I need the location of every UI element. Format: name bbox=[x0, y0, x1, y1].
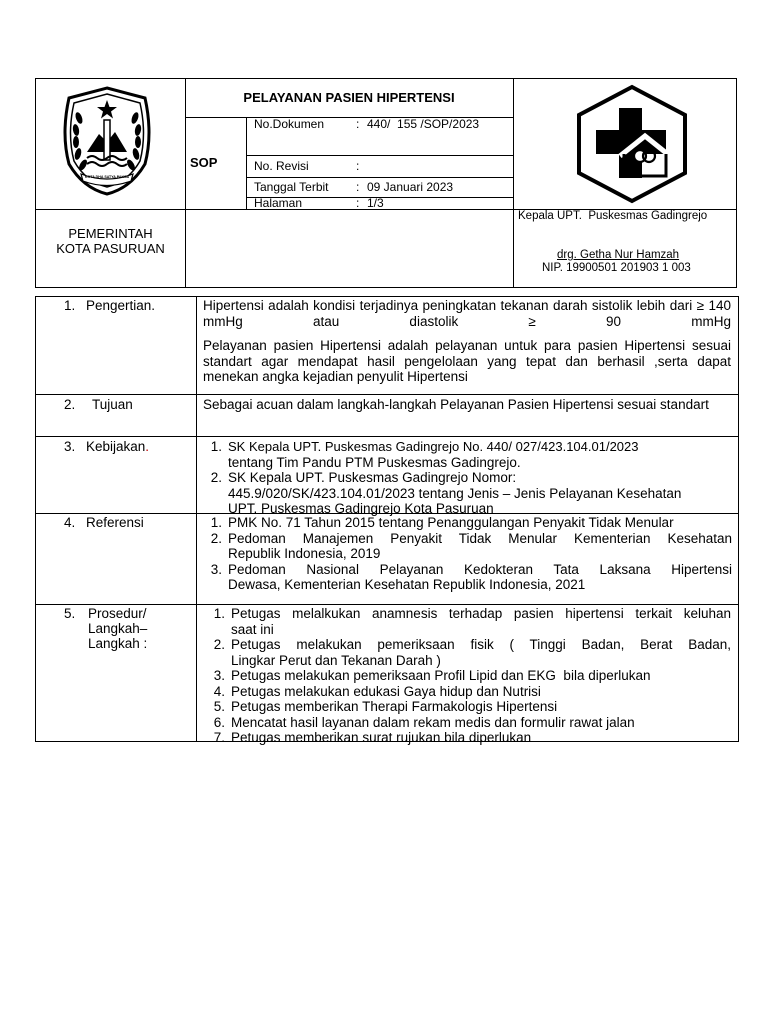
list-item-line: Pedoman Nasional Pelayanan Kedokteran Tata Laksana Hipertensi bbox=[228, 561, 732, 577]
section-3-label-dot: . bbox=[145, 439, 150, 454]
section-5-number: 5. bbox=[64, 606, 76, 621]
sop-label: SOP bbox=[190, 155, 218, 170]
list-item bbox=[200, 531, 732, 562]
list-item bbox=[203, 730, 731, 746]
city-seal-logo bbox=[55, 84, 159, 198]
list-item-number: 3. bbox=[213, 668, 225, 683]
list-item-number: 2. bbox=[213, 637, 225, 652]
kebijakan-list bbox=[200, 439, 732, 517]
list-item bbox=[203, 637, 731, 668]
field-tanggal-terbit-sep: : bbox=[356, 180, 360, 194]
government-line-2: KOTA PASURUAN bbox=[56, 241, 165, 256]
list-item-number: 6. bbox=[213, 714, 225, 730]
section-5-label-line-2: Langkah– bbox=[88, 621, 148, 636]
list-item-line: SK Kepala UPT. Puskesmas Gadingrejo No. 440/ 027/423.104.01/2023 bbox=[228, 439, 639, 454]
field-halaman-value: 1/3 bbox=[367, 196, 384, 210]
list-item bbox=[203, 699, 731, 715]
field-no-revisi-sep: : bbox=[356, 159, 360, 173]
signatory-name: drg. Getha Nur Hamzah bbox=[557, 249, 680, 261]
list-item bbox=[200, 439, 732, 470]
list-item-line: Pedoman Manajemen Penyakit Tidak Menular Kementerian Kesehatan bbox=[228, 530, 732, 546]
government-line-1: PEMERINTAH bbox=[68, 226, 153, 241]
field-halaman-sep: : bbox=[356, 196, 360, 210]
list-item bbox=[203, 715, 731, 731]
section-4-number: 4. bbox=[64, 515, 76, 530]
list-item-line: Petugas melakukan edukasi Gaya hidup dan Nutrisi bbox=[231, 683, 541, 699]
list-item-number: 5. bbox=[213, 699, 225, 714]
list-item-number: 2. bbox=[210, 470, 222, 485]
field-no-dokumen-label: No.Dokumen bbox=[254, 117, 325, 131]
referensi-list bbox=[200, 515, 732, 593]
section-3-number: 3. bbox=[64, 439, 76, 454]
list-item bbox=[203, 668, 731, 684]
list-item bbox=[203, 606, 731, 637]
section-4-label: Referensi bbox=[86, 515, 144, 530]
tujuan-text: Sebagai acuan dalam langkah-langkah Pelayanan Pasien Hipertensi sesuai standart bbox=[203, 397, 709, 412]
list-item-number: 2. bbox=[210, 530, 222, 546]
field-no-revisi-label: No. Revisi bbox=[254, 159, 309, 173]
signatory-title: Kepala UPT. Puskesmas Gadingrejo bbox=[518, 210, 708, 222]
puskesmas-logo bbox=[574, 84, 690, 204]
list-item-line: Dewasa, Kementerian Kesehatan Republik Indonesia, 2021 bbox=[228, 577, 586, 592]
section-1-number: 1. bbox=[64, 298, 76, 313]
list-item-number: 7. bbox=[213, 730, 225, 745]
list-item bbox=[200, 515, 732, 531]
list-item-line: Republik Indonesia, 2019 bbox=[228, 546, 381, 561]
list-item-line: Lingkar Perut dan Tekanan Darah ) bbox=[231, 652, 441, 668]
list-item-line: Petugas melakukan pemeriksaan Profil Lipid dan EKG bila diperlukan bbox=[231, 668, 651, 683]
list-item-line: tentang Tim Pandu PTM Puskesmas Gadingrejo. bbox=[228, 454, 521, 470]
field-no-dokumen-sep: : bbox=[356, 117, 360, 131]
list-item bbox=[200, 470, 732, 517]
field-tanggal-terbit-value: 09 Januari 2023 bbox=[367, 180, 454, 194]
list-item-line: PMK No. 71 Tahun 2015 tentang Penanggulangan Penyakit Tidak Menular bbox=[228, 515, 674, 530]
list-item-number: 1. bbox=[210, 515, 222, 530]
list-item-line: Petugas memberikan Therapi Farmakologis Hipertensi bbox=[231, 699, 558, 714]
list-item-number: 1. bbox=[213, 606, 225, 621]
section-3-label bbox=[86, 439, 149, 455]
section-1-label: Pengertian. bbox=[86, 298, 156, 313]
list-item-number: 3. bbox=[210, 561, 222, 577]
list-item bbox=[203, 684, 731, 700]
list-item-line: Mencatat hasil layanan dalam rekam medis dan formulir rawat jalan bbox=[231, 714, 635, 730]
list-item-line: Petugas melakukan pemeriksaan fisik ( Tinggi Badan, Berat Badan, bbox=[231, 637, 731, 652]
field-tanggal-terbit-label: Tanggal Terbit bbox=[254, 180, 329, 194]
seal-motto: KOTA DHA SATYA PAKSA bbox=[84, 175, 130, 179]
list-item-number: 4. bbox=[213, 683, 225, 699]
list-item-line: 445.9/020/SK/423.104.01/2023 tentang Jenis – Jenis Pelayanan Kesehatan bbox=[228, 485, 682, 501]
page-title: PELAYANAN PASIEN HIPERTENSI bbox=[243, 90, 455, 105]
field-no-dokumen-value: 440/ 155 /SOP/2023 bbox=[367, 117, 480, 131]
section-2-label: Tujuan bbox=[92, 397, 133, 412]
list-item-number: 1. bbox=[210, 439, 222, 454]
section-2-number: 2. bbox=[64, 397, 76, 412]
list-item-line: Petugas melalkukan anamnesis terhadap pasien hipertensi terkait keluhan bbox=[231, 606, 731, 621]
section-5-label-line-3: Langkah : bbox=[88, 636, 148, 651]
pengertian-paragraph-2: Pelayanan pasien Hipertensi adalah pelayanan untuk para pasien Hipertensi sesuai standart agar mendapat hasil pengelolaan yang tepat dan berhasil ,serta dapat menekan angka kejadian penyulit Hipertensi bbox=[203, 338, 731, 384]
section-5-label-line-1: Prosedur/ bbox=[88, 606, 147, 621]
list-item bbox=[200, 562, 732, 593]
list-item-line: SK Kepala UPT. Puskesmas Gadingrejo Nomor: bbox=[228, 470, 517, 485]
signatory-nip: NIP. 19900501 201903 1 003 bbox=[542, 262, 691, 274]
section-3-label-text: Kebijakan bbox=[86, 439, 146, 454]
pengertian-paragraph-1: Hipertensi adalah kondisi terjadinya peningkatan tekanan darah sistolik lebih dari ≥ 140 mmHg atau diastolik ≥ 90 mmHg bbox=[203, 298, 731, 329]
list-item-line: saat ini bbox=[231, 621, 274, 637]
list-item-line: UPT. Puskesmas Gadingrejo Kota Pasuruan bbox=[228, 501, 494, 516]
list-item-line: Petugas memberikan surat rujukan bila diperlukan bbox=[231, 730, 532, 745]
prosedur-list bbox=[203, 606, 731, 746]
field-halaman-label: Halaman bbox=[254, 196, 303, 210]
